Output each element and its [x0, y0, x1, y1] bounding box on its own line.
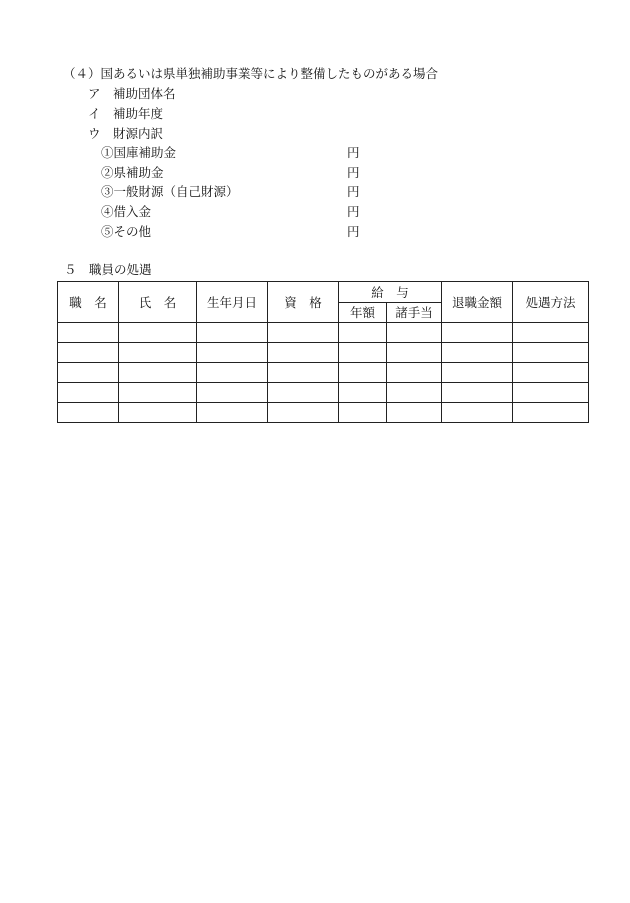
section4-heading: （４）国あるいは県単独補助事業等により整備したものがある場合 [63, 66, 439, 81]
table-cell [268, 403, 339, 423]
table-cell [339, 363, 387, 383]
header-salary: 給 与 [339, 282, 442, 303]
table-cell [197, 323, 268, 343]
table-cell [442, 403, 513, 423]
table-cell [119, 363, 197, 383]
table-cell [197, 383, 268, 403]
breakdown-general-funds: ③一般財源（自己財源） [101, 184, 239, 199]
table-cell [119, 383, 197, 403]
breakdown-prefecture-subsidy-unit: 円 [347, 165, 360, 180]
table-cell [513, 343, 589, 363]
table-cell [58, 383, 119, 403]
section5-heading: ５ 職員の処遇 [64, 262, 152, 277]
table-cell [58, 323, 119, 343]
table-row [58, 343, 589, 363]
table-cell [513, 363, 589, 383]
header-qualification: 資 格 [268, 282, 339, 323]
table-cell [442, 323, 513, 343]
header-annual-amount: 年額 [339, 302, 387, 323]
staff-treatment-table [57, 281, 589, 423]
table-cell [268, 323, 339, 343]
table-cell [387, 343, 442, 363]
header-name: 氏 名 [119, 282, 197, 323]
breakdown-other-unit: 円 [347, 224, 360, 239]
table-cell [119, 323, 197, 343]
table-cell [442, 383, 513, 403]
table-cell [58, 403, 119, 423]
table-cell [58, 363, 119, 383]
breakdown-national-subsidy: ①国庫補助金 [101, 145, 177, 160]
table-cell [119, 403, 197, 423]
header-birth-date: 生年月日 [197, 282, 268, 323]
table-cell [442, 363, 513, 383]
table-cell [387, 403, 442, 423]
table-cell [387, 383, 442, 403]
table-row [58, 383, 589, 403]
header-treatment-method: 処遇方法 [513, 282, 589, 323]
table-cell [339, 343, 387, 363]
table-cell [197, 363, 268, 383]
breakdown-borrowings-unit: 円 [347, 204, 360, 219]
table-row [58, 403, 589, 423]
table-cell [58, 343, 119, 363]
table-cell [513, 383, 589, 403]
breakdown-national-subsidy-unit: 円 [347, 145, 360, 160]
table-cell [513, 323, 589, 343]
header-allowances: 諸手当 [387, 302, 442, 323]
breakdown-other: ⑤その他 [101, 224, 152, 239]
item-funding-breakdown: ウ 財源内訳 [88, 126, 164, 141]
table-cell [387, 363, 442, 383]
table-row [58, 323, 589, 343]
breakdown-general-funds-unit: 円 [347, 184, 360, 199]
table-cell [268, 343, 339, 363]
table-cell [387, 323, 442, 343]
table-cell [339, 323, 387, 343]
table-cell [513, 403, 589, 423]
table-cell [197, 403, 268, 423]
header-retirement-amount: 退職金額 [442, 282, 513, 323]
breakdown-prefecture-subsidy: ②県補助金 [101, 165, 164, 180]
table-cell [268, 383, 339, 403]
item-subsidy-year: イ 補助年度 [88, 106, 164, 121]
table-row [58, 363, 589, 383]
table-cell [339, 383, 387, 403]
table-cell [197, 343, 268, 363]
table-cell [119, 343, 197, 363]
table-cell [442, 343, 513, 363]
table-cell [268, 363, 339, 383]
item-subsidy-organization: ア 補助団体名 [88, 86, 176, 101]
header-job-title: 職 名 [58, 282, 119, 323]
breakdown-borrowings: ④借入金 [101, 204, 152, 219]
table-cell [339, 403, 387, 423]
